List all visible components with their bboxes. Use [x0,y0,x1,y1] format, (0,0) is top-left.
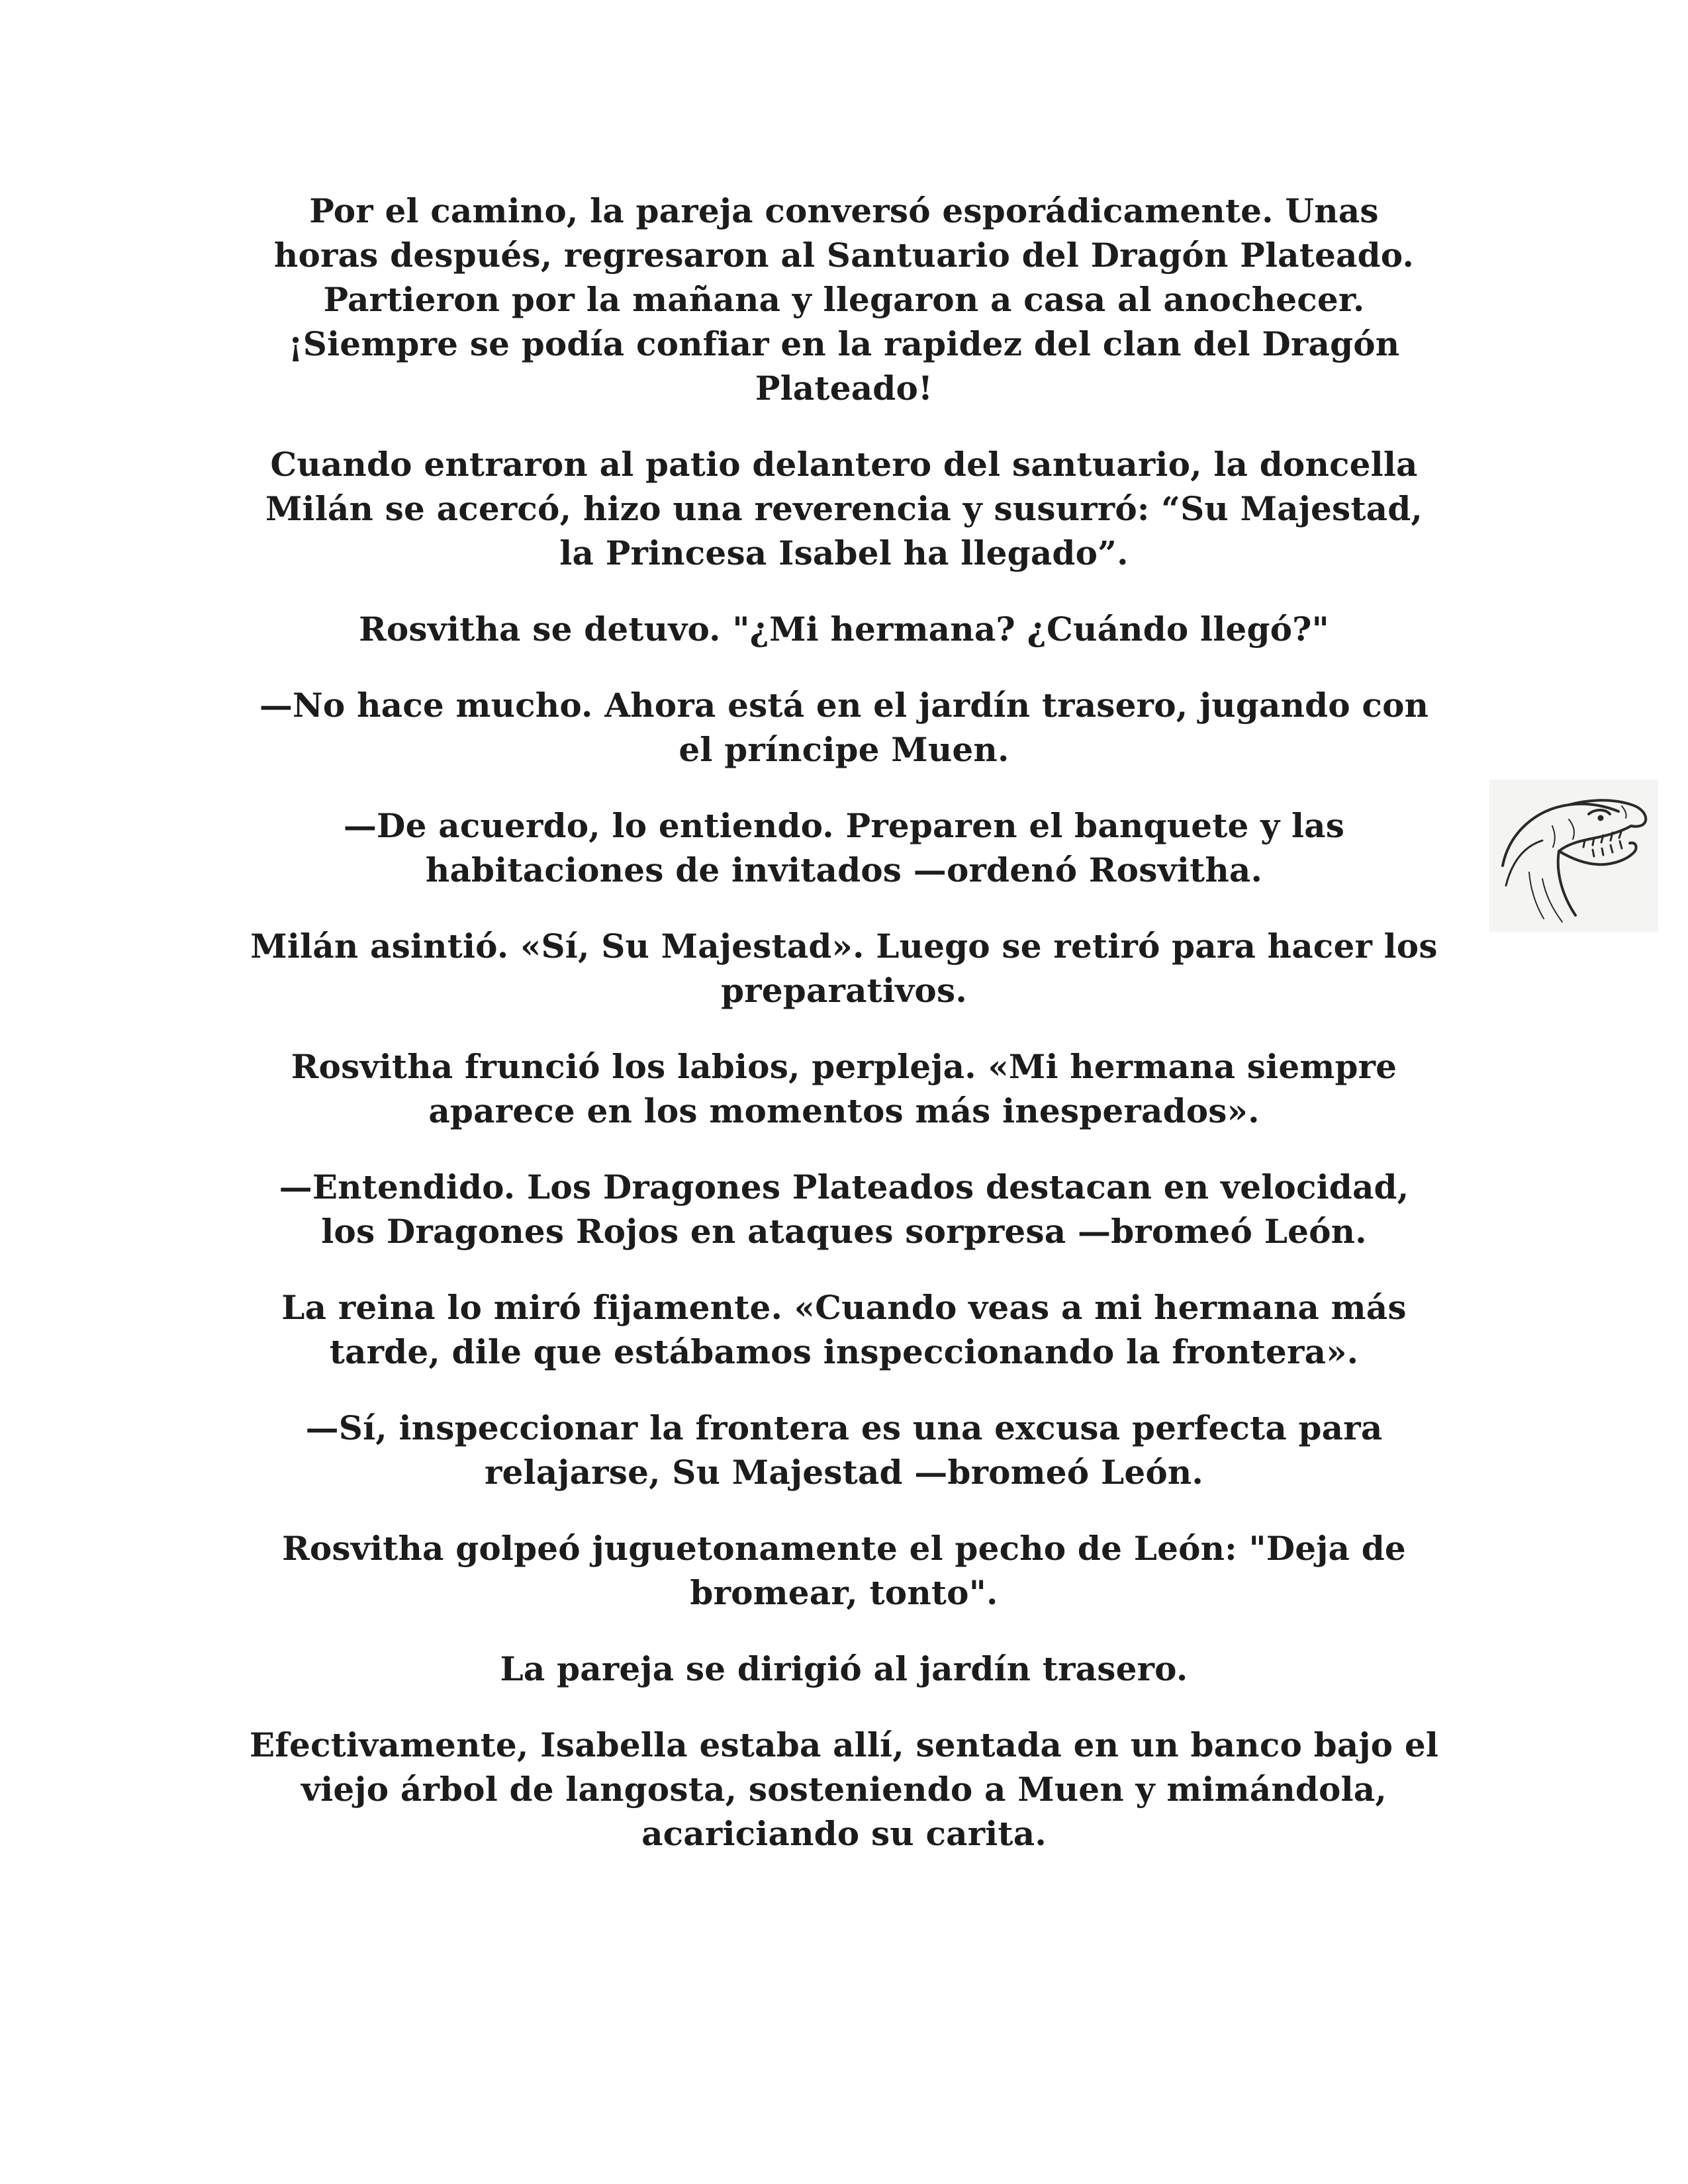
text-line: —Entendido. Los Dragones Plateados destacan en velocidad, [279,1167,1409,1206]
text-line: Plateado! [755,369,933,408]
text-line: —Sí, inspeccionar la frontera es una excusa perfecta para [305,1408,1383,1447]
text-line: los Dragones Rojos en ataques sorpresa —bromeó León. [321,1212,1367,1251]
text-line: Cuando entraron al patio delantero del santuario, la doncella [270,445,1418,484]
text-line: Efectivamente, Isabella estaba allí, sentada en un banco bajo el [249,1725,1439,1764]
paragraph-1 [199,189,1489,410]
text-line: la Princesa Isabel ha llegado”. [559,533,1129,572]
text-line: aparece en los momentos más inesperados». [428,1091,1260,1130]
text-line: Rosvitha se detuvo. "¿Mi hermana? ¿Cuándo llegó?" [359,610,1329,649]
paragraph-11 [199,1526,1489,1615]
text-line: habitaciones de invitados —ordenó Rosvitha. [425,850,1263,889]
text-line: acariciando su carita. [641,1814,1047,1853]
paragraph-10 [199,1406,1489,1494]
text-line: Por el camino, la pareja conversó esporádicamente. Unas [309,191,1379,230]
text-line: horas después, regresaron al Santuario del Dragón Plateado. [273,236,1415,275]
text-line: La reina lo miró fijamente. «Cuando veas a mi hermana más [281,1288,1407,1327]
dragon-head-sketch-icon [1489,780,1658,932]
text-line: Milán se acercó, hizo una reverencia y susurró: “Su Majestad, [265,489,1423,528]
text-line: el príncipe Muen. [679,730,1009,769]
text-line: Rosvitha frunció los labios, perpleja. «Mi hermana siempre [291,1047,1397,1086]
text-line: Rosvitha golpeó juguetonamente el pecho de León: "Deja de [282,1529,1406,1568]
text-line: tarde, dile que estábamos inspeccionando la frontera». [329,1332,1359,1371]
text-line: ¡Siempre se podía confiar en la rapidez del clan del Dragón [288,324,1400,363]
document-body [199,189,1489,1888]
text-line: —De acuerdo, lo entiendo. Preparen el banquete y las [343,806,1345,845]
paragraph-9 [199,1285,1489,1374]
paragraph-6 [199,924,1489,1013]
paragraph-13 [199,1723,1489,1856]
paragraph-2 [199,442,1489,575]
text-line: bromear, tonto". [690,1573,998,1612]
text-line: La pareja se dirigió al jardín trasero. [500,1649,1188,1688]
text-line: relajarse, Su Majestad —bromeó León. [484,1453,1204,1492]
paragraph-3 [199,607,1489,651]
text-line: Milán asintió. «Sí, Su Majestad». Luego se retiró para hacer los [250,927,1438,966]
text-line: preparativos. [721,971,967,1010]
paragraph-8 [199,1165,1489,1253]
text-line: viejo árbol de langosta, sosteniendo a Muen y mimándola, [301,1770,1387,1809]
paragraph-5 [199,803,1489,892]
text-line: —No hace mucho. Ahora está en el jardín trasero, jugando con [259,686,1429,725]
text-line: Partieron por la mañana y llegaron a casa al anochecer. [323,280,1365,319]
paragraph-12 [199,1647,1489,1691]
paragraph-7 [199,1044,1489,1133]
paragraph-4 [199,683,1489,772]
